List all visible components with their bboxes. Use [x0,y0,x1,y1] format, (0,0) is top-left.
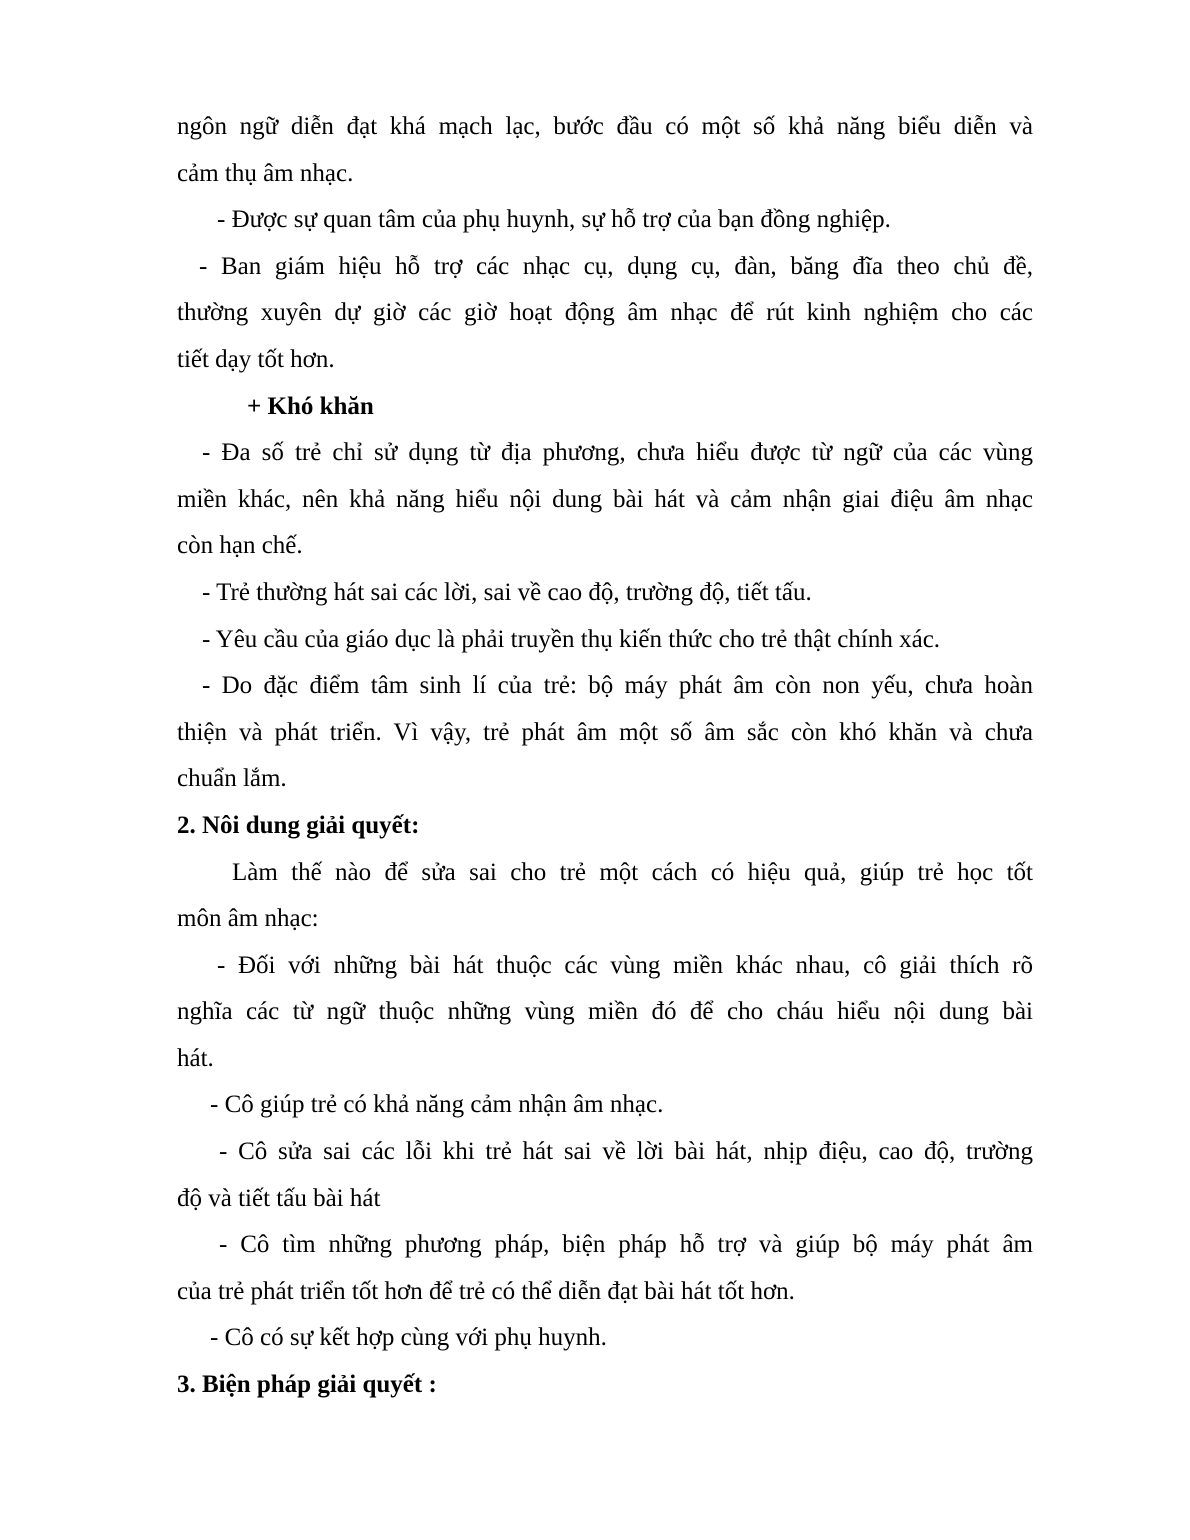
paragraph-line: của trẻ phát triển tốt hơn để trẻ có thể diễn đạt bài hát tốt hơn. [177,1277,795,1305]
paragraph-line: miền khác, nên khả năng hiểu nội dung bài hát và cảm nhận giai điệu âm nhạc [177,485,1033,513]
bullet-item: - Trẻ thường hát sai các lời, sai về cao độ, trường độ, tiết tấu. [202,578,812,606]
bullet-item: - Yêu cầu của giáo dục là phải truyền thụ kiến thức cho trẻ thật chính xác. [202,625,941,653]
paragraph-line: nghĩa các từ ngữ thuộc những vùng miền đó để cho cháu hiểu nội dung bài [177,998,1033,1026]
paragraph-line: chuẩn lắm. [177,765,287,793]
paragraph-line: tiết dạy tốt hơn. [177,345,335,373]
bullet-item: - Do đặc điểm tâm sinh lí của trẻ: bộ máy phát âm còn non yếu, chưa hoàn [202,672,1033,700]
document-page [177,104,1033,1409]
paragraph-line: thiện và phát triển. Vì vậy, trẻ phát âm một số âm sắc còn khó khăn và chưa [177,718,1033,746]
paragraph-line: thường xuyên dự giờ các giờ hoạt động âm nhạc để rút kinh nghiệm cho các [177,299,1033,327]
bullet-item: - Đa số trẻ chỉ sử dụng từ địa phương, chưa hiểu được từ ngữ của các vùng [202,439,1033,467]
paragraph-line: ngôn ngữ diễn đạt khá mạch lạc, bước đầu có một số khả năng biểu diễn và [177,113,1033,140]
bullet-item: - Cô có sự kết hợp cùng với phụ huynh. [210,1324,607,1352]
paragraph-line: hát. [177,1044,214,1072]
bullet-item: - Cô tìm những phương pháp, biện pháp hỗ trợ và giúp bộ máy phát âm [219,1231,1033,1259]
bullet-item: - Cô sửa sai các lỗi khi trẻ hát sai về lời bài hát, nhịp điệu, cao độ, trường [219,1138,1033,1166]
bullet-item: - Đối với những bài hát thuộc các vùng miền khác nhau, cô giải thích rõ [217,951,1033,979]
paragraph-line: Làm thế nào để sửa sai cho trẻ một cách có hiệu quả, giúp trẻ học tốt [232,858,1033,886]
bullet-item: - Cô giúp trẻ có khả năng cảm nhận âm nhạc. [210,1091,664,1119]
bullet-item: - Ban giám hiệu hỗ trợ các nhạc cụ, dụng cụ, đàn, băng đĩa theo chủ đề, [199,252,1033,280]
bullet-item: - Được sự quan tâm của phụ huynh, sự hỗ trợ của bạn đồng nghiệp. [217,206,891,234]
paragraph-line: còn hạn chế. [177,532,303,560]
paragraph-line: môn âm nhạc: [177,905,319,933]
section-heading-3: 3. Biện pháp giải quyết : [177,1371,437,1399]
paragraph-line: cảm thụ âm nhạc. [177,159,354,187]
paragraph-line: độ và tiết tấu bài hát [177,1184,381,1212]
section-heading-2: 2. Nôi dung giải quyết: [177,811,420,839]
subheading-difficulties: + Khó khăn [247,392,374,420]
